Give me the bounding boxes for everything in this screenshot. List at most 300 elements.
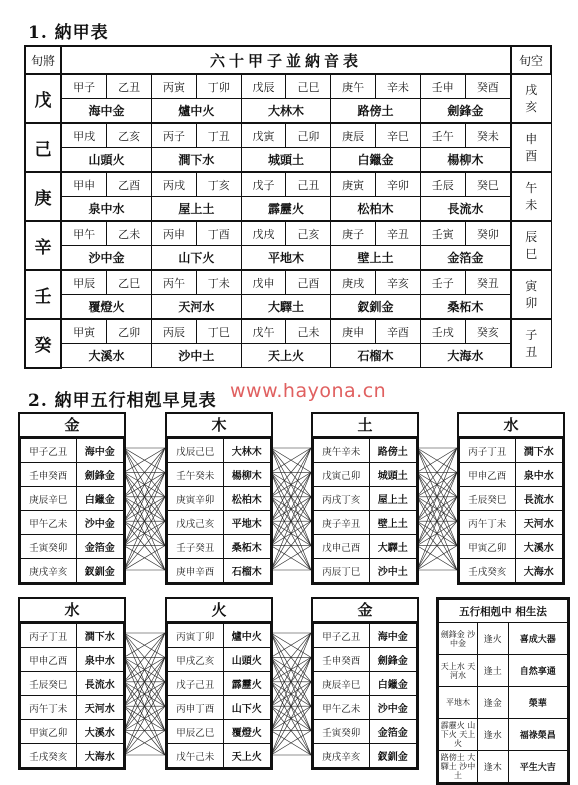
ganzhi-cell: 辛酉 [376, 319, 421, 344]
element-box-row [168, 672, 271, 696]
connector-line [271, 472, 311, 496]
ganzhi-pair: 戊辰己巳 [168, 439, 224, 463]
connector-line [271, 448, 311, 546]
nayin-name: 長流水 [515, 487, 562, 511]
ganzhi-cell: 乙巳 [107, 270, 152, 295]
legend-items: 霹靂火 山下火 天上火 [439, 719, 478, 751]
ganzhi-cell: 戊午 [241, 319, 286, 344]
ganzhi-cell: 乙丑 [107, 74, 152, 99]
nayin-name: 天河水 [515, 511, 562, 535]
xunkong-second: 丑 [525, 344, 538, 359]
nayin-name: 平地木 [223, 511, 270, 535]
connector-line [124, 657, 165, 681]
nayin-cell: 覆燈火 [61, 295, 152, 320]
legend-result: 平生大吉 [508, 751, 567, 783]
legend-box [436, 597, 570, 785]
element-box-row [21, 511, 124, 535]
nayin-cell: 大海水 [420, 344, 511, 368]
connector-line [271, 682, 311, 731]
ganzhi-pair: 戊申己酉 [314, 535, 370, 559]
connector-line [417, 521, 457, 545]
connector-line [124, 472, 165, 545]
connector-line [271, 633, 311, 731]
connector-line [271, 657, 311, 730]
legend-result: 榮華 [508, 687, 567, 719]
nayin-cell: 泉中水 [61, 197, 152, 222]
xunkong-first: 寅 [525, 278, 538, 293]
xunkong-first: 申 [525, 131, 538, 146]
connector-line [124, 633, 165, 682]
nayin-row [25, 148, 551, 173]
section1-title: 1. 納甲表 [28, 23, 109, 43]
element-box [311, 597, 419, 770]
nayin-name: 爐中火 [223, 624, 270, 648]
nayin-cell: 釵釧金 [331, 295, 421, 320]
ganzhi-pair: 丙申丁酉 [168, 696, 224, 720]
connector-line [417, 497, 457, 570]
stem-cell: 壬 [25, 270, 61, 319]
connector-line [271, 497, 311, 521]
ganzhi-pair: 庚辰辛巳 [21, 487, 77, 511]
connector-line [271, 521, 311, 570]
ganzhi-cell: 甲寅 [61, 319, 107, 344]
element-box [18, 412, 126, 585]
element-box-row [314, 511, 417, 535]
ganzhi-pair: 丙午丁未 [460, 511, 516, 535]
element-box-row [314, 463, 417, 487]
nayin-name: 沙中土 [369, 559, 416, 583]
ganzhi-pair: 庚申辛酉 [168, 559, 224, 583]
nayin-cell: 霹靂火 [241, 197, 331, 222]
nayin-cell: 石榴木 [331, 344, 421, 368]
connector-line [124, 706, 165, 730]
connector-line [124, 497, 165, 546]
nayin-name: 石榴木 [223, 559, 270, 583]
element-box-row [314, 535, 417, 559]
ganzhi-cell: 壬申 [420, 74, 465, 99]
nayin-name: 釵釧金 [369, 744, 416, 768]
connector-line [417, 497, 457, 546]
connector-line [124, 657, 165, 730]
connector-line [271, 497, 311, 521]
connector-line [124, 497, 165, 521]
connector-line [271, 682, 311, 755]
xunkong-second: 酉 [525, 148, 538, 163]
legend-condition: 逢木 [478, 751, 509, 783]
ganzhi-cell: 庚申 [331, 319, 376, 344]
nayin-name: 海中金 [369, 624, 416, 648]
ganzhi-cell: 癸酉 [465, 74, 511, 99]
ganzhi-cell: 丁卯 [196, 74, 241, 99]
ganzhi-pair: 甲戌乙亥 [168, 648, 224, 672]
ganzhi-pair: 庚戌辛亥 [21, 559, 77, 583]
legend-row [439, 687, 568, 719]
element-box [165, 412, 273, 585]
element-box-row [314, 648, 417, 672]
ganzhi-cell: 己巳 [286, 74, 331, 99]
nayin-name: 松柏木 [223, 487, 270, 511]
ganzhi-cell: 辛丑 [376, 221, 421, 246]
nayin-cell: 山下火 [152, 246, 242, 271]
connector-line [271, 448, 311, 472]
connector-line [124, 497, 165, 570]
ganzhi-pair: 壬辰癸巳 [460, 487, 516, 511]
nayin-name: 海中金 [76, 439, 123, 463]
nayin-name: 大海水 [76, 744, 123, 768]
element-box-row [21, 720, 124, 744]
element-box-row [460, 463, 563, 487]
ganzhi-row [25, 123, 551, 148]
xunkong-cell [511, 74, 551, 123]
connector-line [417, 472, 457, 570]
ganzhi-cell: 壬午 [420, 123, 465, 148]
legend-row [439, 623, 568, 655]
connector-line [124, 472, 165, 545]
nayin-table [24, 45, 552, 369]
xunkong-cell [511, 221, 551, 270]
ganzhi-pair: 丙辰丁巳 [314, 559, 370, 583]
connector-line [271, 448, 311, 546]
ganzhi-cell: 己丑 [286, 172, 331, 197]
xunkong-cell [511, 172, 551, 221]
legend-items: 平地木 [439, 687, 478, 719]
ganzhi-pair: 壬辰癸巳 [21, 672, 77, 696]
connector-line [124, 657, 165, 706]
connector-line [124, 521, 165, 545]
nayin-name: 劍鋒金 [76, 463, 123, 487]
stem-cell: 辛 [25, 221, 61, 270]
connector-line [417, 448, 457, 546]
ganzhi-cell: 庚辰 [331, 123, 376, 148]
ganzhi-pair: 丙子丁丑 [460, 439, 516, 463]
connector-line [417, 521, 457, 570]
element-box-row [168, 559, 271, 583]
connector-line [417, 472, 457, 545]
connector-line [271, 497, 311, 546]
ganzhi-cell: 乙亥 [107, 123, 152, 148]
nayin-cell: 沙中土 [152, 344, 242, 368]
ganzhi-pair: 庚午辛未 [314, 439, 370, 463]
nayin-cell: 壁上土 [331, 246, 421, 271]
connector-line [271, 546, 311, 570]
connector-line [124, 497, 165, 546]
nayin-name: 壁上土 [369, 511, 416, 535]
connector-line [124, 633, 165, 706]
xunkong-first: 午 [525, 180, 538, 195]
element-box-title: 木 [167, 414, 271, 438]
element-box [165, 597, 273, 770]
connector-line [417, 448, 457, 546]
ganzhi-cell: 己卯 [286, 123, 331, 148]
connector-line [271, 472, 311, 545]
nayin-cell: 大驛土 [241, 295, 331, 320]
nayin-name: 路傍土 [369, 439, 416, 463]
ganzhi-row [25, 74, 551, 99]
ganzhi-pair: 庚戌辛亥 [314, 744, 370, 768]
nayin-cell: 沙中金 [61, 246, 152, 271]
connector-line [271, 633, 311, 706]
ganzhi-pair: 甲申乙酉 [21, 648, 77, 672]
nayin-name: 澗下水 [515, 439, 562, 463]
nayin-name: 金箔金 [369, 720, 416, 744]
stem-cell: 庚 [25, 172, 61, 221]
nayin-cell: 金箔金 [420, 246, 511, 271]
legend-result: 喜成大器 [508, 623, 567, 655]
ganzhi-cell: 丙午 [152, 270, 197, 295]
connector-line [271, 472, 311, 545]
element-box-title: 金 [313, 599, 417, 623]
connector-line [124, 546, 165, 570]
connector-line [271, 497, 311, 546]
nayin-cell: 楊柳木 [420, 148, 511, 173]
connector-line [124, 657, 165, 681]
connector-line [271, 731, 311, 755]
nayin-name: 屋上土 [369, 487, 416, 511]
xunkong-first: 辰 [525, 229, 538, 244]
xunkong-second: 亥 [525, 99, 538, 114]
element-box-row [168, 463, 271, 487]
connector-line [124, 657, 165, 730]
nayin-name: 山下火 [223, 696, 270, 720]
connector-line [271, 657, 311, 755]
legend-condition: 逢水 [478, 719, 509, 751]
connector-line [271, 682, 311, 731]
nayin-name: 大海水 [515, 559, 562, 583]
nayin-name: 大林木 [223, 439, 270, 463]
nayin-name: 澗下水 [76, 624, 123, 648]
element-box-row [168, 487, 271, 511]
connector-line [271, 521, 311, 570]
ganzhi-cell: 壬辰 [420, 172, 465, 197]
nayin-cell: 劍鋒金 [420, 99, 511, 124]
ganzhi-cell: 丙寅 [152, 74, 197, 99]
section2-title: 2. 納甲五行相剋早見表 [28, 391, 217, 411]
connector-line [271, 521, 311, 545]
ganzhi-cell: 庚午 [331, 74, 376, 99]
element-box-title: 火 [167, 599, 271, 623]
ganzhi-cell: 壬子 [420, 270, 465, 295]
element-box-row [21, 744, 124, 768]
ganzhi-pair: 戊寅己卯 [314, 463, 370, 487]
nayin-cell: 爐中火 [152, 99, 242, 124]
connector-line [124, 682, 165, 706]
connector-line [417, 521, 457, 570]
nayin-cell: 桑柘木 [420, 295, 511, 320]
nayin-name: 劍鋒金 [369, 648, 416, 672]
ganzhi-cell: 甲戌 [61, 123, 107, 148]
element-box-row [168, 535, 271, 559]
ganzhi-cell: 戊子 [241, 172, 286, 197]
connector-line [417, 472, 457, 521]
connector-line [417, 497, 457, 570]
ganzhi-cell: 己亥 [286, 221, 331, 246]
element-box-row [21, 624, 124, 648]
connector-line [417, 448, 457, 521]
element-box-row [314, 720, 417, 744]
stem-cell: 戊 [25, 74, 61, 123]
xunkong-second: 未 [525, 197, 538, 212]
connector-line [271, 657, 311, 681]
connector-line [271, 521, 311, 545]
nayin-cell: 澗下水 [152, 148, 242, 173]
connector-line [271, 706, 311, 755]
ganzhi-pair: 丙子丁丑 [21, 624, 77, 648]
element-box-row [460, 439, 563, 463]
ganzhi-pair: 丙午丁未 [21, 696, 77, 720]
connector-line [417, 448, 457, 521]
connector-line [124, 521, 165, 570]
element-box-row [168, 624, 271, 648]
connector-line [271, 633, 311, 657]
connector-line [124, 472, 165, 496]
nayin-name: 長流水 [76, 672, 123, 696]
ganzhi-cell: 丁巳 [196, 319, 241, 344]
nayin-name: 大驛土 [369, 535, 416, 559]
ganzhi-pair: 壬戌癸亥 [21, 744, 77, 768]
ganzhi-pair: 壬戌癸亥 [460, 559, 516, 583]
ganzhi-cell: 壬戌 [420, 319, 465, 344]
nayin-name: 金箔金 [76, 535, 123, 559]
element-box-row [460, 559, 563, 583]
connector-line [271, 706, 311, 755]
connector-line [124, 448, 165, 497]
legend-items: 劍鋒金 沙中金 [439, 623, 478, 655]
nayin-name: 泉中水 [515, 463, 562, 487]
ganzhi-cell: 丙戌 [152, 172, 197, 197]
nayin-name: 桑柘木 [223, 535, 270, 559]
nayin-cell: 天河水 [152, 295, 242, 320]
xunkong-cell [511, 123, 551, 172]
connector-line [271, 448, 311, 497]
connector-line [271, 472, 311, 521]
ganzhi-cell: 丁未 [196, 270, 241, 295]
nayin-cell: 大溪水 [61, 344, 152, 368]
ganzhi-cell: 甲申 [61, 172, 107, 197]
ganzhi-cell: 丙申 [152, 221, 197, 246]
connector-line [124, 448, 165, 472]
ganzhi-cell: 戊申 [241, 270, 286, 295]
ganzhi-cell: 戊戌 [241, 221, 286, 246]
element-box-title: 金 [20, 414, 124, 438]
ganzhi-row [25, 221, 551, 246]
ganzhi-pair: 甲午乙未 [314, 696, 370, 720]
connector-line [271, 472, 311, 570]
ganzhi-cell: 癸亥 [465, 319, 511, 344]
connector-line [271, 706, 311, 730]
ganzhi-pair: 壬寅癸卯 [21, 535, 77, 559]
element-box-row [168, 439, 271, 463]
element-box-row [314, 696, 417, 720]
ganzhi-cell: 丁亥 [196, 172, 241, 197]
element-box-title: 土 [313, 414, 417, 438]
legend-row [439, 719, 568, 751]
ganzhi-cell: 癸未 [465, 123, 511, 148]
watermark: www.hayona.cn [230, 380, 387, 402]
ganzhi-pair: 甲寅乙卯 [21, 720, 77, 744]
stem-cell: 己 [25, 123, 61, 172]
ganzhi-cell: 丙辰 [152, 319, 197, 344]
connector-line [271, 682, 311, 706]
col-right-header: 旬空 [511, 46, 551, 74]
connector-line [271, 448, 311, 521]
nayin-name: 白鑞金 [369, 672, 416, 696]
connector-line [417, 472, 457, 521]
connector-line [124, 706, 165, 730]
ganzhi-cell: 甲子 [61, 74, 107, 99]
connector-line [124, 657, 165, 706]
legend-condition: 逢土 [478, 655, 509, 687]
ganzhi-pair: 庚辰辛巳 [314, 672, 370, 696]
ganzhi-cell: 庚寅 [331, 172, 376, 197]
connector-line [417, 546, 457, 570]
nayin-cell: 長流水 [420, 197, 511, 222]
connector-line [124, 633, 165, 731]
connector-line [124, 633, 165, 657]
xunkong-first: 戌 [525, 82, 538, 97]
ganzhi-cell: 丁酉 [196, 221, 241, 246]
legend-condition: 逢金 [478, 687, 509, 719]
ganzhi-cell: 戊辰 [241, 74, 286, 99]
nayin-cell: 路傍土 [331, 99, 421, 124]
connector-line [271, 633, 311, 682]
element-box-row [460, 535, 563, 559]
connector-line [124, 657, 165, 755]
ganzhi-cell: 癸丑 [465, 270, 511, 295]
nayin-cell: 白鑞金 [331, 148, 421, 173]
nayin-name: 天上火 [223, 744, 270, 768]
connector-line [124, 521, 165, 545]
connector-line [417, 448, 457, 497]
nayin-name: 天河水 [76, 696, 123, 720]
nayin-name: 釵釧金 [76, 559, 123, 583]
element-box-row [21, 439, 124, 463]
ganzhi-pair: 壬子癸丑 [168, 535, 224, 559]
ganzhi-cell: 甲辰 [61, 270, 107, 295]
ganzhi-cell: 壬寅 [420, 221, 465, 246]
connector-line [417, 497, 457, 521]
xunkong-cell [511, 270, 551, 319]
connector-line [271, 497, 311, 570]
connector-line [124, 546, 165, 570]
nayin-name: 大溪水 [515, 535, 562, 559]
element-box-row [21, 535, 124, 559]
ganzhi-cell: 己未 [286, 319, 331, 344]
element-box-row [314, 744, 417, 768]
ganzhi-pair: 壬寅癸卯 [314, 720, 370, 744]
ganzhi-cell: 己酉 [286, 270, 331, 295]
ganzhi-pair: 庚子辛丑 [314, 511, 370, 535]
connector-line [124, 731, 165, 755]
nayin-row [25, 295, 551, 320]
col-left-header: 旬將 [25, 46, 61, 74]
connector-line [124, 472, 165, 570]
connector-line [124, 472, 165, 496]
element-box-row [21, 696, 124, 720]
legend-result: 福祿榮昌 [508, 719, 567, 751]
element-box-row [460, 487, 563, 511]
xunkong-second: 卯 [525, 295, 538, 310]
legend-items: 天上水 天河水 [439, 655, 478, 687]
ganzhi-row [25, 319, 551, 344]
connector-line [124, 682, 165, 731]
element-box-row [314, 439, 417, 463]
connector-line [124, 633, 165, 657]
nayin-name: 沙中金 [369, 696, 416, 720]
ganzhi-cell: 乙未 [107, 221, 152, 246]
connector-line [271, 472, 311, 521]
nayin-name: 覆燈火 [223, 720, 270, 744]
connector-line [124, 448, 165, 521]
